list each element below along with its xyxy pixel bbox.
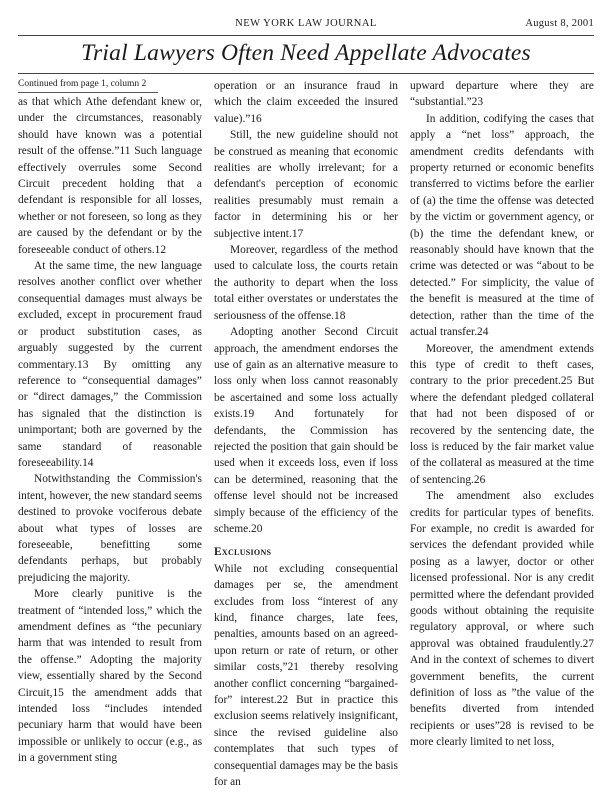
header-rule bbox=[18, 35, 594, 36]
running-header bbox=[18, 18, 594, 34]
paragraph: operation or an insurance fraud in which the claim exceeded the insured value).”16 bbox=[214, 80, 398, 125]
column-3 bbox=[410, 78, 594, 751]
paragraph: In addition, codifying the cases that apply a “net loss” approach, the amendment credits defendants with property returned or economic benefits transferred to victims before the earlier of (a) the time the offense was detected by the victim or government agency, or (b) the time the defendant knew, or reasonably should have known that the crime was detected or was “about to be detected.” For simplicity, the value of the benefit is measured at the time of detection, rather than the time of the actual transfer.24 bbox=[410, 112, 594, 339]
paragraph: The amendment also excludes credits for particular types of benefits. For example, no credit is awarded for services the defendant provided while posing as a lawyer, doctor or other licensed professional. Nor is any credit permitted where the defendant provided goods without obtaining the requisite regulatory approval, or where such approval was obtained fraudulently.27 And in the context of schemes to divert government benefits, the current definition of loss as ”the value of the benefits diverted from intended recipients or uses”28 is revised to be more clearly limited to net loss, bbox=[410, 490, 594, 749]
paragraph: upward departure where they are “substantial.”23 bbox=[410, 80, 594, 109]
title-rule bbox=[18, 73, 594, 74]
paragraph: Still, the new guideline should not be construed as meaning that economic realities are wholly irrelevant; for a defendant's perception of economic realities presumably must remain a factor in determining his or her subjective intent.17 bbox=[214, 129, 398, 240]
paragraph: More clearly punitive is the treatment of “intended loss,” which the amendment defines as “the pecuniary harm that was intended to result from the offense.” Adopting the majority view, essentially shared by the Second Circuit,15 the amendment adds that intended loss “includes intended pecuniary harm that would have been impossible or unlikely to occur (e.g., as in a government sting bbox=[18, 588, 202, 765]
column-2 bbox=[214, 78, 398, 790]
paragraph: At the same time, the new language resolves another conflict over whether consequential damages must always be excluded, except in procurement fraud or product substitution cases, as arguably suggested by the current commentary.13 By omitting any reference to “consequential damages” or “direct damages,” the Commission has signaled that the distinction is unimportant; both are governed by the same standard of reasonable foreseeability.14 bbox=[18, 260, 202, 469]
section-heading-exclusions: Exclusions bbox=[214, 546, 272, 559]
column-1 bbox=[18, 78, 202, 767]
continued-note: Continued from page 1, column 2 bbox=[18, 78, 158, 93]
article-title: Trial Lawyers Often Need Appellate Advocates bbox=[81, 40, 531, 66]
paragraph: Notwithstanding the Commission's intent, however, the new standard seems destined to provoke vociferous debate about what types of losses are foreseeable, benefitting some defendants perhaps, but probably prejudicing the majority. bbox=[18, 473, 202, 584]
paragraph: Moreover, regardless of the method used to calculate loss, the courts retain the authority to depart when the loss total either overstates or understates the seriousness of the offense.18 bbox=[214, 244, 398, 322]
issue-date: August 8, 2001 bbox=[525, 18, 594, 29]
paragraph: Moreover, the amendment extends this type of credit to theft cases, contrary to the prior precedent.25 But where the defendant pledged collateral that had not been disposed of or recovered by the sentencing date, the loss is reduced by the fair market value of the collateral as measured at the time of sentencing.26 bbox=[410, 342, 594, 486]
paragraph: While not excluding consequential damages per se, the amendment excludes from loss “interest of any kind, finance charges, late fees, penalties, amounts based on an agreed-upon return or rate of return, or other similar costs,”21 thereby resolving another conflict concerning “bargained-for” interest.22 But in practice this exclusion seems relatively insignificant, since the revised guideline also contemplates that such types of consequential damages may be the basis for an bbox=[214, 562, 398, 789]
paragraph: Adopting another Second Circuit approach, the amendment endorses the use of gain as an alternative measure to loss only when loss cannot reasonably be ascertained and some loss actually exists.19 And fortunately for defendants, the Commission has rejected the position that gain should be used when it exceeds loss, even if loss can be determined, reasoning that the offense level should not be increased simply because of the efficiency of the scheme.20 bbox=[214, 326, 398, 535]
publication-name: NEW YORK LAW JOURNAL bbox=[235, 18, 377, 29]
paragraph: as that which Athe defendant knew or, under the circumstances, reasonably should have known was a potential result of the offense.”11 Such language effectively overrules some Second Circuit precedent holding that a defendant is responsible for all losses, whether or not foreseen, so long as they are caused by the defendant or by the foreseeable conduct of others.12 bbox=[18, 96, 202, 256]
